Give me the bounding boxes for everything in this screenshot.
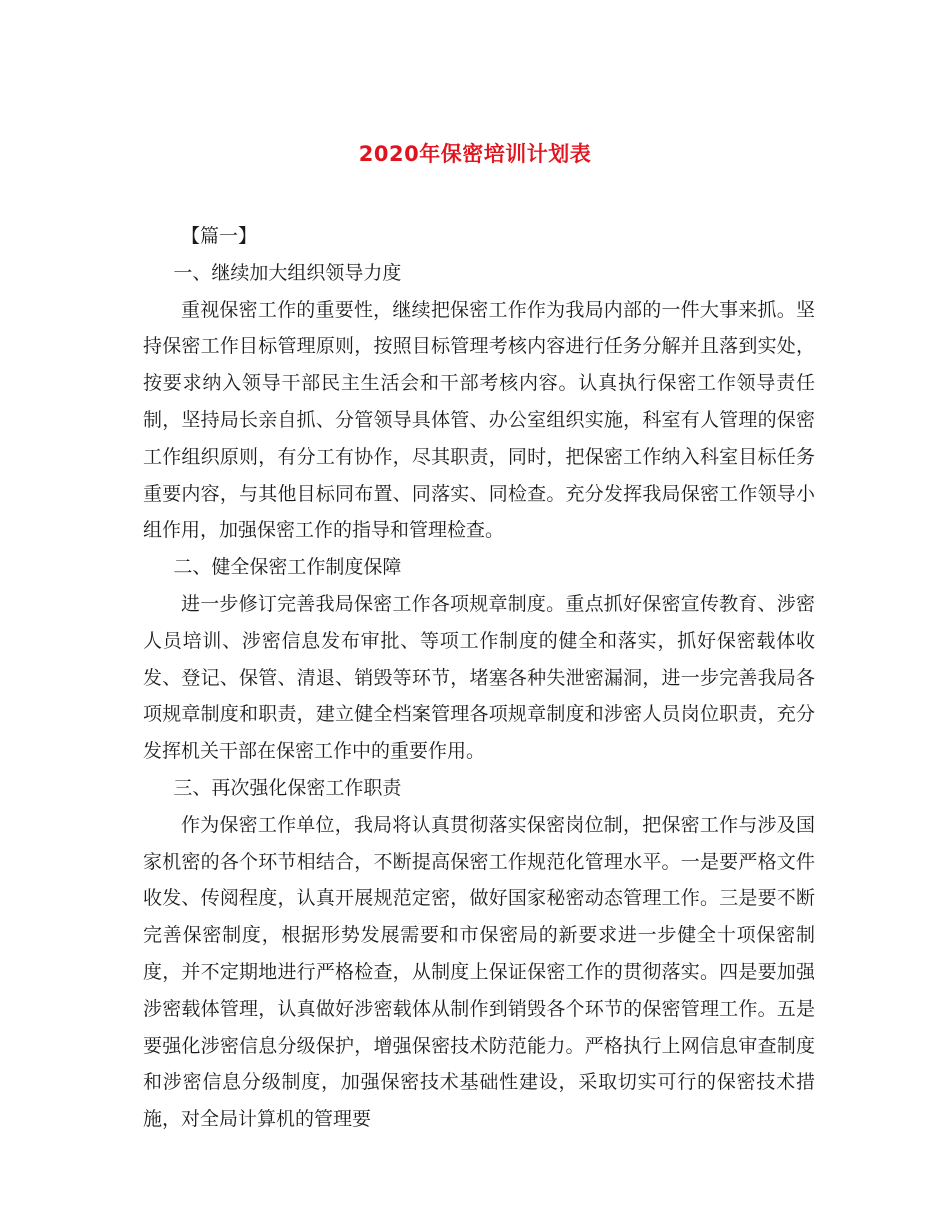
section-paragraph-3: 作为保密工作单位，我局将认真贯彻落实保密岗位制，把保密工作与涉及国家机密的各个环节相结合，不断提高保密工作规范化管理水平。一是要严格文件收发、传阅程度，认真开展规范定密，做好国家秘密动态管理工作。三是要不断完善保密制度，根据形势发展需要和市保密局的新要求进一步健全十项保密制度，并不定期地进行严格检查，从制度上保证保密工作的贯彻落实。四是要加强涉密载体管理，认真做好涉密载体从制作到销毁各个环节的保密管理工作。五是要强化涉密信息分级保护，增强保密技术防范能力。严格执行上网信息审查制度和涉密信息分级制度，加强保密技术基础性建设，采取切实可行的保密技术措施，对全局计算机的管理要 [143, 813, 815, 1131]
section-heading-1: 一、继续加大组织领导力度 [173, 261, 402, 284]
part-label: 【篇一】 [181, 225, 258, 247]
section-paragraph-1: 重视保密工作的重要性，继续把保密工作作为我局内部的一件大事来抓。坚持保密工作目标管理原则，按照目标管理考核内容进行任务分解并且落到实处，按要求纳入领导干部民主生活会和干部考核内容。认真执行保密工作领导责任制，坚持局长亲自抓、分管领导具体管、办公室组织实施，科室有人管理的保密工作组织原则，有分工有协作，尽其职责，同时，把保密工作纳入科室目标任务重要内容，与其他目标同布置、同落实、同检查。充分发挥我局保密工作领导小组作用，加强保密工作的指导和管理检查。 [143, 298, 815, 542]
section-heading-3: 三、再次强化保密工作职责 [173, 776, 402, 799]
document-body [143, 218, 815, 1138]
section-paragraph-2: 进一步修订完善我局保密工作各项规章制度。重点抓好保密宣传教育、涉密人员培训、涉密信息发布审批、等项工作制度的健全和落实，抓好保密载体收发、登记、保管、清退、销毁等环节，堵塞各种失泄密漏洞，进一步完善我局各项规章制度和职责，建立健全档案管理各项规章制度和涉密人员岗位职责，充分发挥机关干部在保密工作中的重要作用。 [143, 592, 815, 763]
section-heading-2: 二、健全保密工作制度保障 [173, 556, 402, 579]
document-title: 2020年保密培训计划表 [358, 142, 592, 166]
